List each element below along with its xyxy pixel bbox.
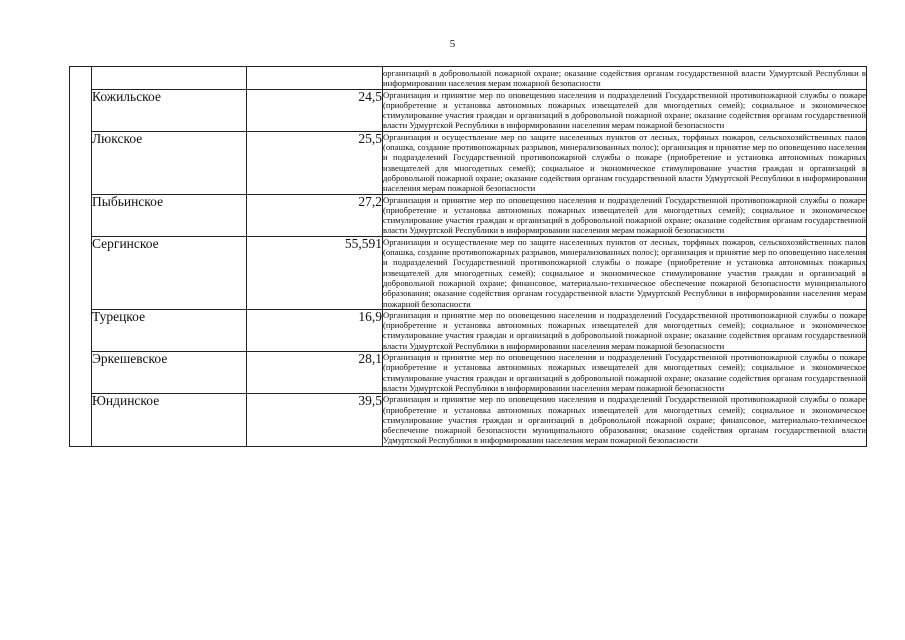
- settlement-value: 39,5: [247, 394, 383, 446]
- table-row: [70, 131, 867, 194]
- settlement-value: 16,9: [247, 309, 383, 351]
- measures-cell: Организация и принятие мер по оповещению населения и подразделений Государственной противопожарной службы о пожаре (приобретение и установка автономных пожарных извещателей для многодетных семей); социальное и экономическое стимулирование участия граждан и организаций в добровольной пожарной охране; оказание содействия органам государственной власти Удмуртской Республики в информировании населения мерам пожарной безопасности: [383, 309, 866, 351]
- settlement-name: Сергинское: [92, 236, 247, 309]
- settlement-name: Кожильское: [92, 89, 247, 131]
- settlement-name: Люкское: [92, 131, 247, 194]
- settlement-name: Эркешевское: [92, 352, 247, 394]
- measures-cell: Организация и принятие мер по оповещению населения и подразделений Государственной противопожарной службы о пожаре (приобретение и установка автономных пожарных извещателей для многодетных семей); социальное и экономическое стимулирование участия граждан и организаций в добровольной пожарной охране; оказание содействия органам государственной власти Удмуртской Республики в информировании населения мерам пожарной безопасности: [383, 352, 866, 393]
- table-row: [70, 194, 867, 236]
- settlement-name: Пыбьинское: [92, 194, 247, 236]
- measures-cell: Организация и принятие мер по оповещению населения и подразделений Государственной противопожарной службы о пожаре (приобретение и установка автономных пожарных извещателей для многодетных семей); социальное и экономическое стимулирование участия граждан и организаций в добровольной пожарной охране; оказание содействия органам государственной власти Удмуртской Республики в информировании населения мерам пожарной безопасности: [383, 89, 866, 131]
- table-row: [70, 236, 867, 309]
- table-row: [70, 394, 867, 446]
- settlements-table: [69, 66, 867, 447]
- settlement-value: 55,591: [247, 236, 383, 309]
- table-row: [70, 352, 867, 394]
- table-body: [70, 67, 867, 447]
- settlement-value: 25,5: [247, 131, 383, 194]
- table-row: [70, 309, 867, 351]
- settlement-value: 28,1: [247, 352, 383, 394]
- settlement-value: 24,5: [247, 89, 383, 131]
- number-column-cell: [70, 67, 92, 447]
- settlement-name: Юндинское: [92, 394, 247, 446]
- settlement-value: 27,2: [247, 194, 383, 236]
- page-number: 5: [449, 38, 456, 50]
- measures-cell: Организация и осуществление мер по защите населенных пунктов от лесных, торфяных пожаров, сельскохозяйственных палов (опашка, создание противопожарных разрывов, минерализованных полос); организация и принятие мер по оповещению населения и подразделений Государственной противопожарной службы о пожаре (приобретение и установка автономных пожарных извещателей для многодетных семей); социальное и экономическое стимулирование участия граждан и организаций в добровольной пожарной охране; оказание содействия органам государственной власти Удмуртской Республики в информировании населения мерам пожарной безопасности: [383, 131, 866, 194]
- measures-cell: организаций в добровольной пожарной охране; оказание содействия органам государственной власти Удмуртской Республики в информировании населения мерам пожарной безопасности: [383, 68, 866, 89]
- value-cell-empty: [247, 67, 383, 90]
- table-row: [70, 89, 867, 131]
- table-row-continuation: [70, 67, 867, 90]
- measures-cell: Организация и осуществление мер по защите населенных пунктов от лесных, торфяных пожаров, сельскохозяйственных палов (опашка, создание противопожарных разрывов, минерализованных полос); организация и принятие мер по оповещению населения и подразделений Государственной противопожарной службы о пожаре (приобретение и установка автономных пожарных извещателей для многодетных семей); социальное и экономическое стимулирование участия граждан и организаций в добровольной пожарной охране; финансовое, материально-техническое обеспечение пожарной безопасности муниципального образования; оказание содействия органам государственной власти Удмуртской Республики в информировании населения мерам пожарной безопасности: [383, 236, 866, 309]
- measures-cell: Организация и принятие мер по оповещению населения и подразделений Государственной противопожарной службы о пожаре (приобретение и установка автономных пожарных извещателей для многодетных семей); социальное и экономическое стимулирование участия граждан и организаций в добровольной пожарной охране; оказание содействия органам государственной власти Удмуртской Республики в информировании населения мерам пожарной безопасности: [383, 194, 866, 236]
- measures-cell: Организация и принятие мер по оповещению населения и подразделений Государственной противопожарной службы о пожаре (приобретение и установка автономных пожарных извещателей для многодетных семей); социальное и экономическое стимулирование участия граждан и организаций в добровольной пожарной охране; финансовое, материально-техническое обеспечение пожарной безопасности муниципального образования; оказание содействия органам государственной власти Удмуртской Республики в информировании населения мерам пожарной безопасности: [383, 394, 866, 446]
- name-cell-empty: [92, 67, 247, 90]
- settlement-name: Турецкое: [92, 309, 247, 351]
